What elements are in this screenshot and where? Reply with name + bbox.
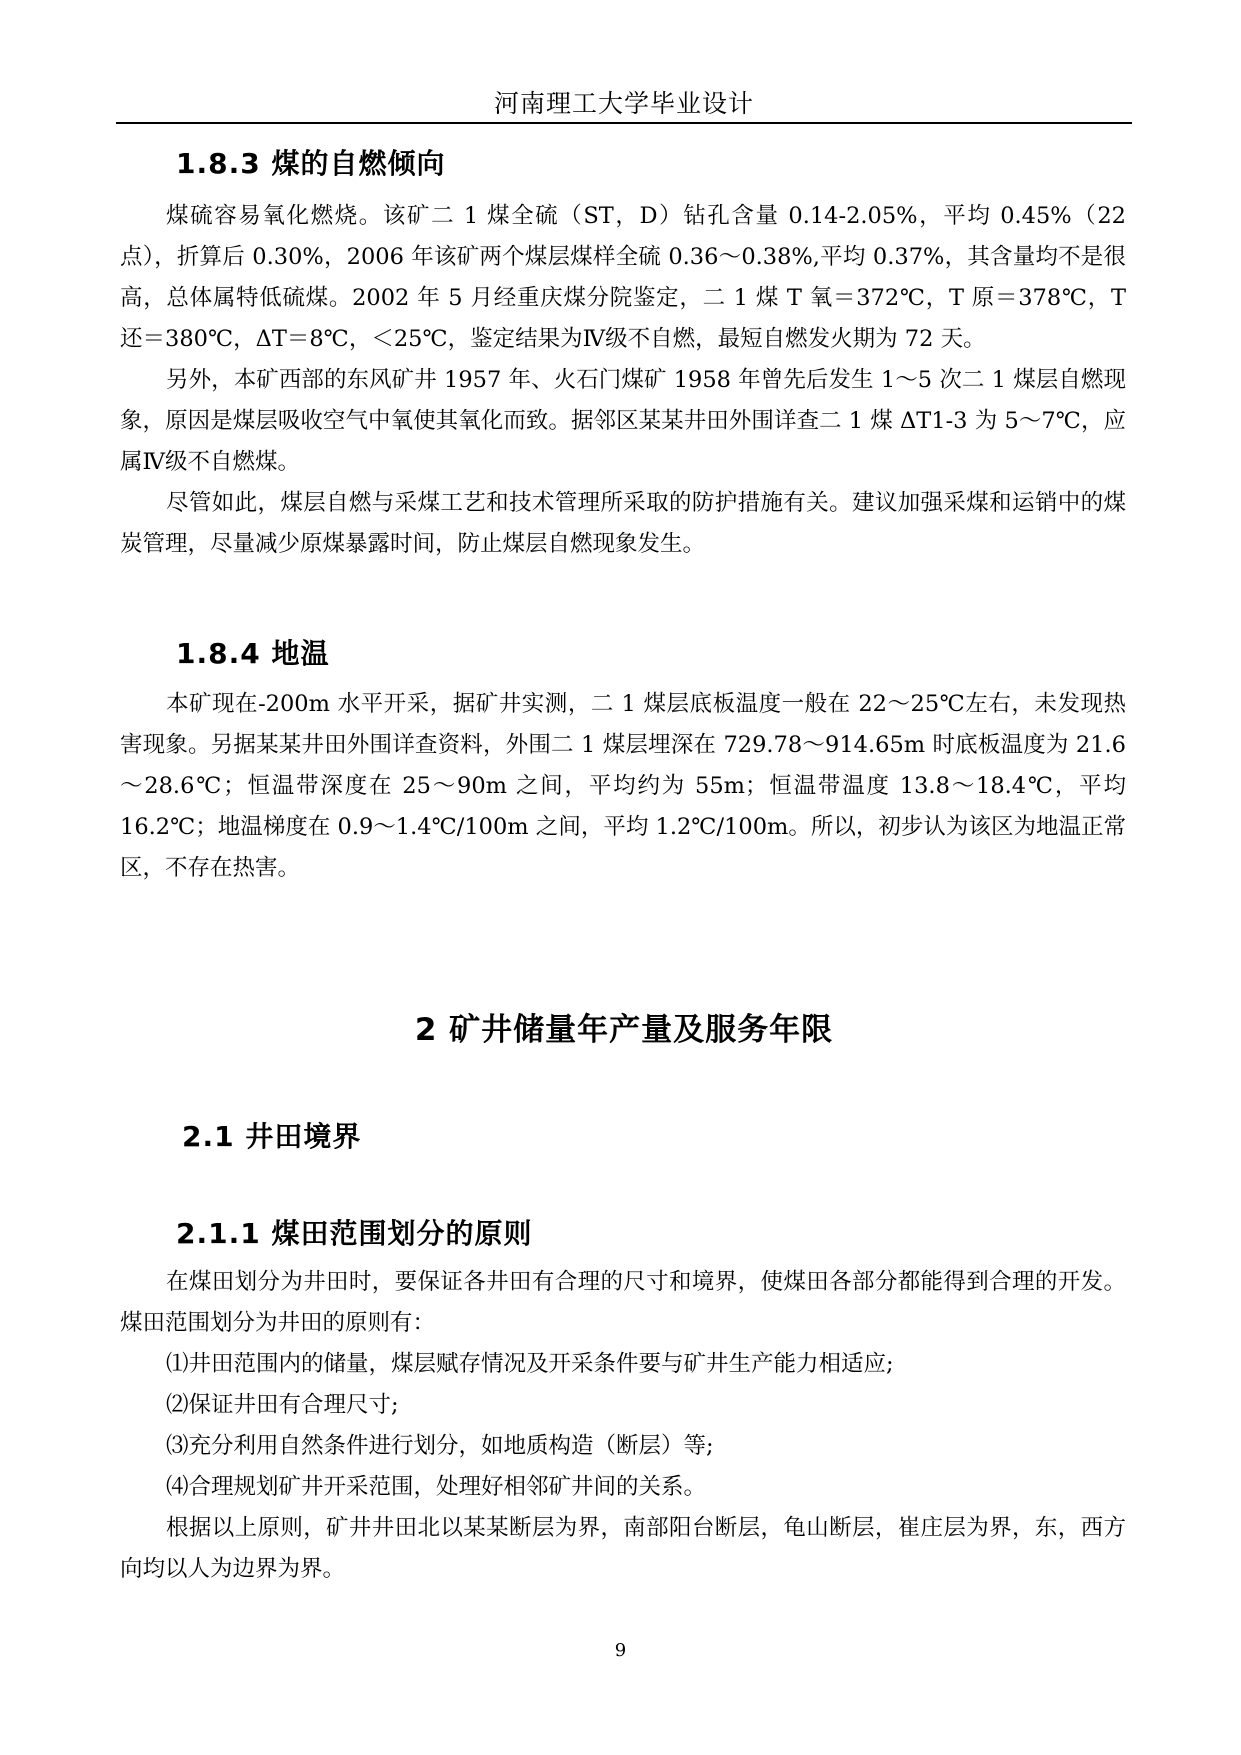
paragraph-spontaneous-combustion-history: 另外，本矿西部的东风矿井 1957 年、火石门煤矿 1958 年曾先后发生 1～5 次二 1 煤层自燃现象，原因是煤层吸收空气中氧使其氧化而致。据邻区某某井田外围详查二 1 煤 ΔT1-3 为 5～7℃，应属Ⅳ级不自燃煤。 (120, 367, 1126, 475)
header-divider (116, 122, 1132, 124)
page-header-title: 河南理工大学毕业设计 (493, 89, 754, 118)
chapter-heading-2: 2 矿井储量年产量及服务年限 (414, 1012, 834, 1048)
paragraph-division-intro: 在煤田划分为井田时，要保证各井田有合理的尺寸和境界，使煤田各部分都能得到合理的开发。煤田范围划分为井田的原则有： (120, 1269, 1126, 1336)
paragraph-boundary-conclusion: 根据以上原则，矿井井田北以某某断层为界，南部阳台断层，龟山断层，崔庄层为界，东，西方向均以人为边界为界。 (120, 1515, 1126, 1582)
page-number: 9 (614, 1640, 627, 1661)
section-heading-1-8-3: 1.8.3 煤的自燃倾向 (176, 147, 446, 180)
section-heading-2-1-1: 2.1.1 煤田范围划分的原则 (176, 1217, 533, 1250)
section-heading-2-1: 2.1 井田境界 (182, 1120, 362, 1153)
paragraph-sulfur-content: 煤硫容易氧化燃烧。该矿二 1 煤全硫（ST，D）钻孔含量 0.14-2.05%，平均 0.45%（22 点），折算后 0.30%，2006 年该矿两个煤层煤样全硫 0.36～0.38%,平均 0.37%，其含量均不是很高，总体属特低硫煤。2002 年 5 月经重庆煤分院鉴定，二 1 煤 T 氧＝372℃，T 原＝378℃，T 还＝380℃，ΔT＝8℃，＜25℃，鉴定结果为Ⅳ级不自燃，最短自燃发火期为 72 天。 (120, 203, 1126, 352)
section-heading-1-8-4: 1.8.4 地温 (176, 637, 330, 670)
principle-item-2: ⑵保证井田有合理尺寸; (166, 1392, 399, 1418)
principle-item-4: ⑷合理规划矿井开采范围，处理好相邻矿井间的关系。 (166, 1474, 707, 1500)
paragraph-ground-temperature: 本矿现在-200m 水平开采，据矿井实测，二 1 煤层底板温度一般在 22～25℃左右，未发现热害现象。另据某某井田外围详查资料，外围二 1 煤层埋深在 729.78～914.65m 时底板温度为 21.6～28.6℃；恒温带深度在 25～90m 之间，平均约为 55m；恒温带温度 13.8～18.4℃，平均 16.2℃；地温梯度在 0.9～1.4℃/100m 之间，平均 1.2℃/100m。所以，初步认为该区为地温正常区，不存在热害。 (120, 691, 1126, 881)
principle-item-3: ⑶充分利用自然条件进行划分，如地质构造（断层）等; (166, 1433, 714, 1459)
principle-item-1: ⑴井田范围内的储量，煤层赋存情况及开采条件要与矿井生产能力相适应; (166, 1351, 894, 1377)
paragraph-prevention-advice: 尽管如此，煤层自燃与采煤工艺和技术管理所采取的防护措施有关。建议加强采煤和运销中的煤炭管理，尽量减少原煤暴露时间，防止煤层自燃现象发生。 (120, 490, 1126, 557)
